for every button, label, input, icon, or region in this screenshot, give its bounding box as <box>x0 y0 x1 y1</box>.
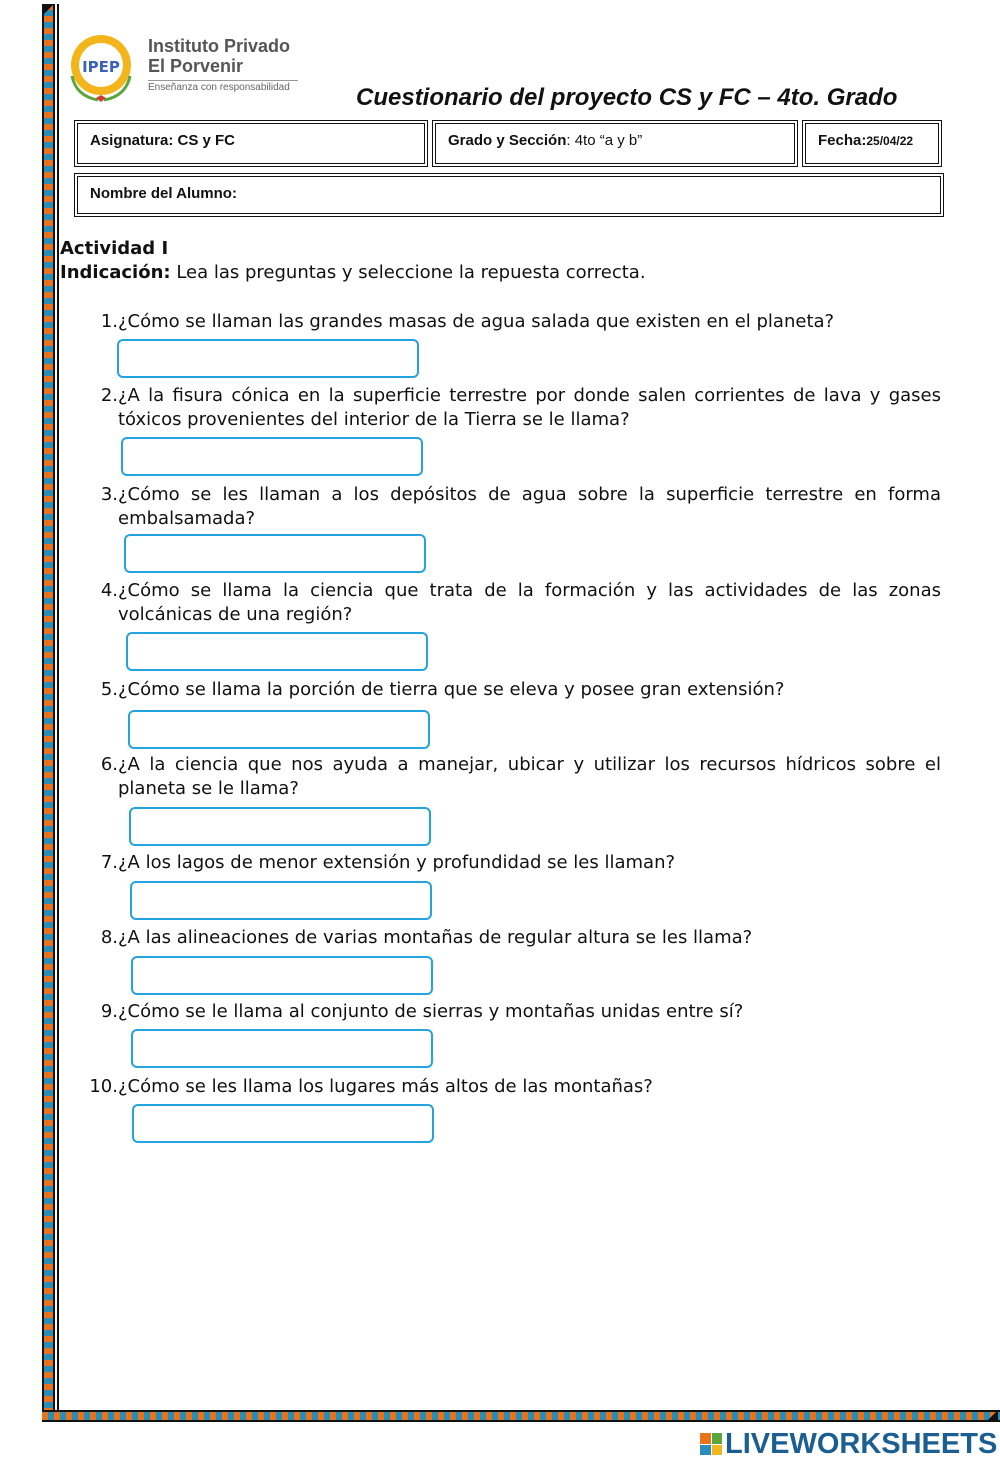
question-10 <box>88 1075 941 1099</box>
school-logo <box>62 28 140 106</box>
question-5 <box>88 678 941 702</box>
question-number: 6. <box>100 754 118 775</box>
brand-text: LIVEWORKSHEETS <box>725 1427 998 1460</box>
svg-text:IPEP: IPEP <box>82 58 120 76</box>
asignatura-box <box>74 120 428 167</box>
decorative-border-left <box>42 4 55 1422</box>
question-number: 8. <box>100 927 118 948</box>
question-2 <box>88 384 941 432</box>
liveworksheets-brand <box>700 1428 997 1460</box>
answer-input-8[interactable] <box>131 956 433 995</box>
school-name-line2: El Porvenir <box>148 56 244 76</box>
question-number: 3. <box>100 484 118 505</box>
question-number: 5. <box>100 679 118 700</box>
question-1 <box>88 310 941 334</box>
fecha-box <box>802 120 942 167</box>
question-text: ¿Cómo se les llaman a los depósitos de agua sobre la superficie terrestre en forma embalsamada? <box>118 484 941 529</box>
school-name <box>148 36 290 76</box>
question-text: ¿Cómo se llama la porción de tierra que se eleva y posee gran extensión? <box>118 679 785 700</box>
question-9 <box>88 1000 941 1024</box>
border-inner-line <box>57 4 59 1410</box>
answer-input-2[interactable] <box>121 437 423 476</box>
grado-value: : 4to “a y b” <box>566 132 643 149</box>
school-name-line1: Instituto Privado <box>148 36 291 56</box>
question-8 <box>88 926 941 950</box>
question-4 <box>88 579 941 627</box>
question-6 <box>88 753 941 801</box>
corner-triangle-icon <box>42 4 54 16</box>
question-number: 9. <box>100 1001 118 1022</box>
nombre-box <box>74 173 944 217</box>
page-title: Cuestionario del proyecto CS y FC – 4to. Grado <box>356 84 898 111</box>
question-text: ¿Cómo se les llama los lugares más altos de las montañas? <box>118 1076 653 1097</box>
school-tagline: Enseñanza con responsabilidad <box>148 80 298 93</box>
question-3 <box>88 483 941 531</box>
answer-input-9[interactable] <box>131 1029 433 1068</box>
question-7 <box>88 851 941 875</box>
answer-input-4[interactable] <box>126 632 428 671</box>
answer-input-10[interactable] <box>132 1104 434 1143</box>
asignatura-label: Asignatura: CS y FC <box>90 132 236 149</box>
liveworksheets-logo-icon <box>700 1433 722 1455</box>
question-text: ¿A la ciencia que nos ayuda a manejar, ubicar y utilizar los recursos hídricos sobre el planeta se le llama? <box>118 754 941 799</box>
nombre-label: Nombre del Alumno: <box>90 185 237 202</box>
answer-input-3[interactable] <box>124 534 426 573</box>
grado-label: Grado y Sección <box>448 132 567 149</box>
decorative-border-bottom <box>42 1410 1000 1422</box>
fecha-value: 25/04/22 <box>866 134 914 148</box>
question-number: 4. <box>100 580 118 601</box>
answer-input-7[interactable] <box>130 881 432 920</box>
activity-title: Actividad I <box>60 238 169 259</box>
question-text: ¿A las alineaciones de varias montañas de regular altura se les llama? <box>118 927 753 948</box>
indication <box>60 262 646 283</box>
question-text: ¿A los lagos de menor extensión y profundidad se les llaman? <box>118 852 676 873</box>
question-text: ¿A la fisura cónica en la superficie terrestre por donde salen corrientes de lava y gases tóxicos provenientes del interior de la Tierra se le llama? <box>118 385 941 430</box>
question-text: ¿Cómo se llaman las grandes masas de agua salada que existen en el planeta? <box>118 311 835 332</box>
grado-box <box>432 120 798 167</box>
question-number: 2. <box>100 385 118 406</box>
question-number: 10. <box>89 1076 118 1097</box>
answer-input-1[interactable] <box>117 339 419 378</box>
corner-triangle-icon <box>986 1410 998 1422</box>
indication-label: Indicación: <box>60 262 171 283</box>
indication-text: Lea las preguntas y seleccione la repuesta correcta. <box>170 262 646 283</box>
question-text: ¿Cómo se le llama al conjunto de sierras y montañas unidas entre sí? <box>118 1001 744 1022</box>
question-number: 1. <box>100 311 118 332</box>
answer-input-5[interactable] <box>128 710 430 749</box>
fecha-label: Fecha: <box>818 132 867 149</box>
question-number: 7. <box>100 852 118 873</box>
answer-input-6[interactable] <box>129 807 431 846</box>
question-text: ¿Cómo se llama la ciencia que trata de la formación y las actividades de las zonas volcánicas de una región? <box>118 580 941 625</box>
